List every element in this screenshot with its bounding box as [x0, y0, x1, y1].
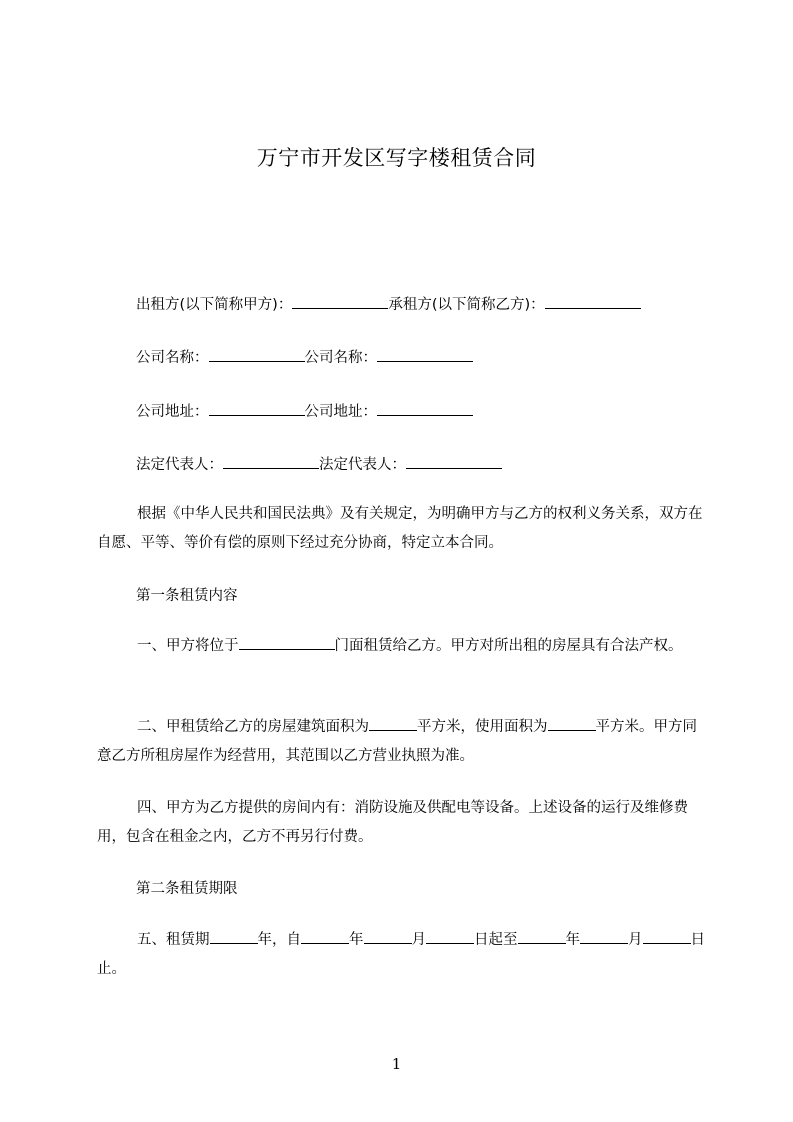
article1-heading: 第一条租赁内容: [136, 588, 238, 604]
parties-line: [136, 293, 641, 314]
start-month-blank[interactable]: [364, 929, 412, 944]
legal-rep-line: [136, 453, 502, 474]
lessor-label: 出租方(以下简称甲方)：: [136, 297, 293, 313]
company-name-a-label: 公司名称：: [136, 350, 209, 366]
start-day-blank[interactable]: [426, 929, 474, 944]
legal-rep-a-label: 法定代表人：: [136, 457, 223, 473]
item5-text-f: 年: [565, 932, 580, 948]
item5-text-g: 月: [628, 932, 643, 948]
preamble-paragraph: 根据《中华人民共和国民法典》及有关规定，为明确甲方与乙方的权利义务关系，双方在自愿、平等、等价有偿的原则下经过充分协商，特定立本合同。: [97, 506, 703, 551]
item5-text-e: 日起至: [474, 932, 518, 948]
start-year-blank[interactable]: [301, 929, 349, 944]
lessee-label: 承租方(以下简称乙方)：: [388, 297, 545, 313]
company-address-a-label: 公司地址：: [136, 404, 209, 420]
article2-item5: [97, 926, 707, 984]
company-address-line: [136, 400, 473, 421]
item5-text-d: 月: [411, 932, 426, 948]
item1-location-blank[interactable]: [239, 635, 335, 650]
item5-text-c: 年: [349, 932, 364, 948]
item2-text-a: 二、甲租赁给乙方的房屋建筑面积为: [137, 719, 369, 735]
lease-years-blank[interactable]: [210, 929, 258, 944]
lessor-blank[interactable]: [292, 294, 388, 309]
article1-item2: [97, 713, 707, 771]
item1-text-b: 门面租赁给乙方。甲方对所出租的房屋具有合法产权。: [334, 638, 683, 654]
article1-item4: 四、甲方为乙方提供的房间内有：消防设施及供配电等设备。上述设备的运行及维修费用，包含在租金之内，乙方不再另行付费。: [97, 800, 688, 845]
company-name-b-blank[interactable]: [377, 347, 473, 362]
page-number: 1: [391, 1055, 402, 1073]
item5-text-a: 五、租赁期: [137, 932, 210, 948]
item5-text-h: 日止。: [97, 932, 705, 977]
end-day-blank[interactable]: [643, 929, 691, 944]
lessee-blank[interactable]: [545, 294, 641, 309]
legal-rep-b-blank[interactable]: [406, 454, 502, 469]
legal-rep-b-label: 法定代表人：: [319, 457, 406, 473]
company-address-b-label: 公司地址：: [304, 404, 377, 420]
item2-text-b: 平方米，使用面积为: [417, 719, 548, 735]
item2-text-c: 平方米。甲方同意乙方所租房屋作为经营用，其范围以乙方营业执照为准。: [97, 719, 697, 764]
article1-item1: [97, 632, 707, 661]
company-address-b-blank[interactable]: [377, 401, 473, 416]
legal-rep-a-blank[interactable]: [223, 454, 319, 469]
article2-heading: 第二条租赁期限: [136, 881, 238, 897]
building-area-blank[interactable]: [369, 716, 417, 731]
company-name-line: [136, 346, 473, 367]
item5-text-b: 年，自: [257, 932, 301, 948]
document-title: 万宁市开发区写字楼租赁合同: [256, 146, 537, 170]
usable-area-blank[interactable]: [548, 716, 596, 731]
company-name-a-blank[interactable]: [209, 347, 305, 362]
company-name-b-label: 公司名称：: [304, 350, 377, 366]
end-month-blank[interactable]: [580, 929, 628, 944]
end-year-blank[interactable]: [518, 929, 566, 944]
item1-text-a: 一、甲方将位于: [137, 638, 239, 654]
company-address-a-blank[interactable]: [209, 401, 305, 416]
